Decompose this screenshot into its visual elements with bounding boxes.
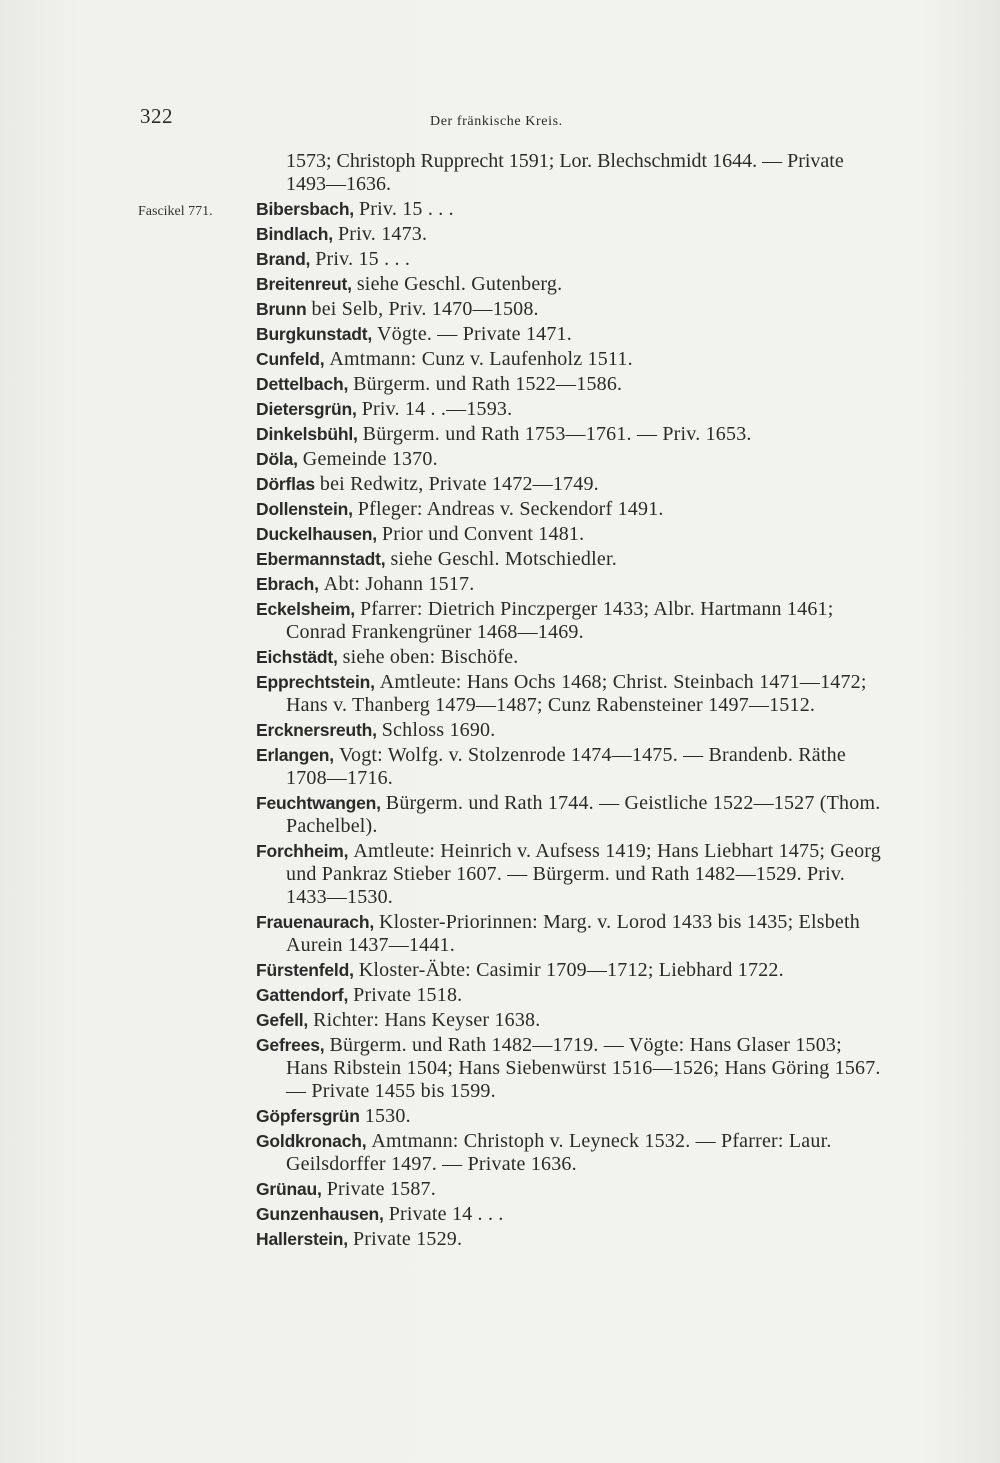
entry-text: Bürgerm. und Rath 1522—1586.	[353, 373, 623, 395]
running-title: Der fränkische Kreis.	[430, 114, 563, 129]
entry-lemma: Ebermannstadt,	[256, 549, 386, 569]
list-item	[256, 959, 886, 982]
list-item	[256, 273, 886, 296]
entry-text: Private 1587.	[326, 1178, 436, 1200]
list-item	[256, 1105, 886, 1128]
page-header	[140, 100, 900, 140]
entry-text: siehe Geschl. Motschiedler.	[390, 548, 617, 570]
entry-lemma: Burgkunstadt,	[256, 324, 373, 344]
entry-lemma: Frauenaurach,	[256, 912, 374, 932]
list-item	[256, 1203, 886, 1226]
list-item	[256, 198, 886, 221]
entry-text: Priv. 15 . . .	[358, 198, 454, 220]
list-item	[256, 1178, 886, 1201]
list-item	[256, 1009, 886, 1032]
list-item	[256, 1034, 886, 1103]
entry-text: bei Selb, Priv. 1470—1508.	[311, 298, 539, 320]
entry-text: 1530.	[364, 1105, 411, 1127]
entry-text: Priv. 14 . .—1593.	[361, 398, 513, 420]
list-item	[256, 298, 886, 321]
entry-lemma: Döla,	[256, 449, 298, 469]
entry-text: Schloss 1690.	[381, 719, 496, 741]
entry-text: Vögte. — Private 1471.	[377, 323, 572, 345]
entry-text: Amtleute: Heinrich v. Aufsess 1419; Hans Liebhart 1475; Georg und Pankraz Stieber 1607. — Bürgerm. und Rath 1482—1529. Priv. 1433—1530.	[286, 840, 881, 908]
list-item	[256, 719, 886, 742]
entry-text: Amtleute: Hans Ochs 1468; Christ. Steinbach 1471—1472; Hans v. Thanberg 1479—1487; Cunz Rabensteiner 1497—1512.	[286, 671, 867, 716]
entry-lemma: Hallerstein,	[256, 1229, 348, 1249]
entry-text: Kloster-Priorinnen: Marg. v. Lorod 1433 bis 1435; Elsbeth Aurein 1437—1441.	[286, 911, 860, 956]
list-item	[256, 1130, 886, 1176]
entry-text: Bürgerm. und Rath 1482—1719. — Vögte: Hans Glaser 1503; Hans Ribstein 1504; Hans Siebenwürst 1516—1526; Hans Göring 1567. — Private 1455 bis 1599.	[286, 1034, 881, 1102]
list-item	[256, 744, 886, 790]
entry-lemma: Feuchtwangen,	[256, 793, 381, 813]
entry-lemma: Gattendorf,	[256, 985, 349, 1005]
list-item	[256, 398, 886, 421]
continuation-text: 1573; Christoph Rupprecht 1591; Lor. Blechschmidt 1644. — Private 1493—1636.	[286, 150, 844, 195]
entry-lemma: Brand,	[256, 249, 311, 269]
page-number: 322	[140, 104, 173, 128]
entry-lemma: Ercknersreuth,	[256, 720, 377, 740]
entry-lemma: Goldkronach,	[256, 1131, 367, 1151]
list-item	[256, 473, 886, 496]
entry-lemma: Dettelbach,	[256, 374, 349, 394]
entry-text: Amtmann: Christoph v. Leyneck 1532. — Pfarrer: Laur. Geilsdorffer 1497. — Private 1636.	[286, 1130, 832, 1175]
entry-text: Bürgerm. und Rath 1753—1761. — Priv. 1653.	[362, 423, 752, 445]
entry-text: Priv. 1473.	[337, 223, 428, 245]
entry-text: Prior und Convent 1481.	[381, 523, 585, 545]
list-item	[256, 423, 886, 446]
list-item	[256, 248, 886, 271]
entry-lemma: Forchheim,	[256, 841, 349, 861]
entry-lemma: Erlangen,	[256, 745, 334, 765]
entry-lemma: Dinkelsbühl,	[256, 424, 358, 444]
entry-lemma: Duckelhausen,	[256, 524, 377, 544]
entry-lemma: Ebrach,	[256, 574, 319, 594]
entry-text: Private 1518.	[353, 984, 463, 1006]
entry-text: Richter: Hans Keyser 1638.	[313, 1009, 541, 1031]
entry-text: bei Redwitz, Private 1472—1749.	[319, 473, 599, 495]
entry-lemma: Fürstenfeld,	[256, 960, 354, 980]
list-item	[256, 911, 886, 957]
list-item	[256, 1228, 886, 1251]
entry-list	[256, 150, 886, 1253]
entry-lemma: Breitenreut,	[256, 274, 352, 294]
list-item	[256, 498, 886, 521]
list-item	[256, 323, 886, 346]
entry-text: siehe Geschl. Gutenberg.	[356, 273, 563, 295]
entry-lemma: Gefrees,	[256, 1035, 325, 1055]
entry-lemma: Gefell,	[256, 1010, 309, 1030]
entry-text: Priv. 15 . . .	[315, 248, 411, 270]
entry-text: Private 14 . . .	[388, 1203, 504, 1225]
list-item	[256, 523, 886, 546]
entry-text: Bürgerm. und Rath 1744. — Geistliche 1522—1527 (Thom. Pachelbel).	[286, 792, 881, 837]
entry-lemma: Göpfersgrün	[256, 1106, 360, 1126]
entry-lemma: Dietersgrün,	[256, 399, 357, 419]
entry-text: Gemeinde 1370.	[302, 448, 438, 470]
list-item	[256, 792, 886, 838]
entry-text: Pfarrer: Dietrich Pinczperger 1433; Albr. Hartmann 1461; Conrad Frankengrüner 1468—1469.	[286, 598, 834, 643]
list-item	[256, 598, 886, 644]
list-item	[256, 671, 886, 717]
entry-lemma: Cunfeld,	[256, 349, 325, 369]
list-item	[256, 984, 886, 1007]
entry-lemma: Epprechtstein,	[256, 672, 375, 692]
list-item	[256, 348, 886, 371]
margin-note: Fascikel 771.	[138, 204, 213, 219]
entry-lemma: Eichstädt,	[256, 647, 338, 667]
list-item	[256, 548, 886, 571]
list-item	[256, 223, 886, 246]
entry-lemma: Dörflas	[256, 474, 315, 494]
entry-lemma: Eckelsheim,	[256, 599, 355, 619]
entry-lemma: Brunn	[256, 299, 307, 319]
list-item	[256, 646, 886, 669]
entry-text: siehe oben: Bischöfe.	[342, 646, 519, 668]
entry-text: Abt: Johann 1517.	[323, 573, 475, 595]
entry-lemma: Grünau,	[256, 1179, 322, 1199]
entry-lemma: Dollenstein,	[256, 499, 353, 519]
list-item	[256, 840, 886, 909]
entry-text: Vogt: Wolfg. v. Stolzenrode 1474—1475. — Brandenb. Räthe 1708—1716.	[286, 744, 846, 789]
list-item	[256, 373, 886, 396]
entry-text: Pfleger: Andreas v. Seckendorf 1491.	[357, 498, 664, 520]
entry-text: Amtmann: Cunz v. Laufenholz 1511.	[329, 348, 633, 370]
entry-text: Private 1529.	[352, 1228, 463, 1250]
entry-lemma: Gunzenhausen,	[256, 1204, 384, 1224]
list-item	[256, 573, 886, 596]
list-item	[256, 448, 886, 471]
entry-lemma: Bindlach,	[256, 224, 333, 244]
entry-lemma: Bibersbach,	[256, 199, 354, 219]
entry-text: Kloster-Äbte: Casimir 1709—1712; Liebhard 1722.	[358, 959, 784, 981]
